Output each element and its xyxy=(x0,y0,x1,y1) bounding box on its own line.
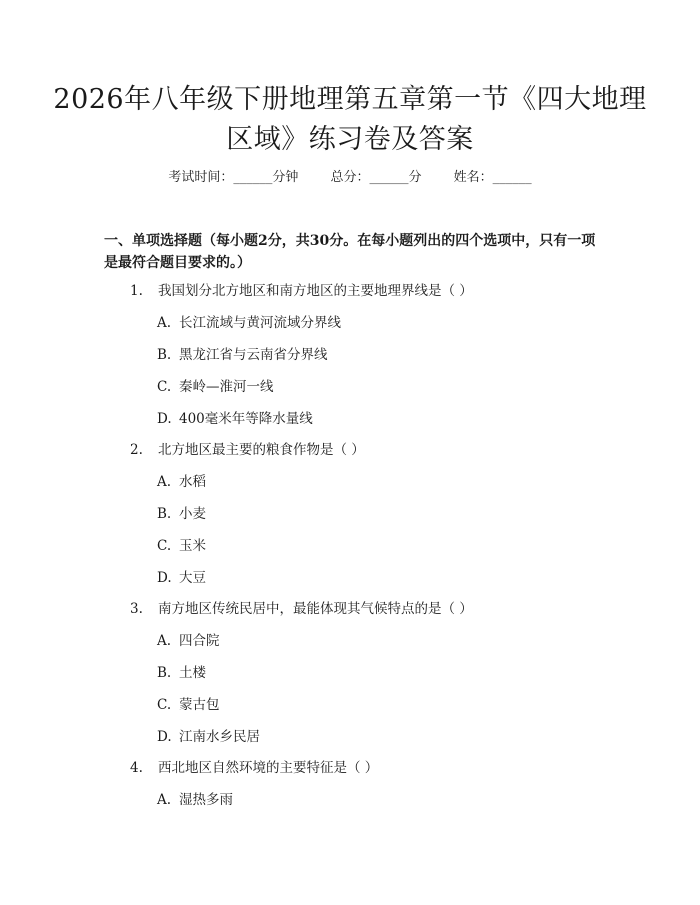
option-text: 小麦 xyxy=(179,506,206,522)
question-number: 3. xyxy=(130,601,143,617)
question-2 xyxy=(130,441,365,459)
option-letter: A. xyxy=(157,792,172,808)
section-header: 一、单项选择题（每小题2分，共30分。在每小题列出的四个选项中，只有一项是最符合题目要求的。） xyxy=(104,233,596,271)
option-2-b xyxy=(157,505,206,523)
option-3-b xyxy=(157,664,206,682)
option-text: 400毫米年等降水量线 xyxy=(179,411,313,427)
option-text: 长江流域与黄河流域分界线 xyxy=(179,315,341,331)
option-text: 水稻 xyxy=(179,474,206,490)
option-1-b xyxy=(157,346,328,364)
option-1-a xyxy=(157,314,341,332)
option-1-c xyxy=(157,378,274,396)
option-2-c xyxy=(157,537,206,555)
option-text: 江南水乡民居 xyxy=(179,729,260,745)
option-3-c xyxy=(157,696,220,714)
option-letter: B. xyxy=(157,506,172,522)
question-4 xyxy=(130,759,378,777)
option-letter: C. xyxy=(157,379,172,395)
option-letter: C. xyxy=(157,697,172,713)
option-letter: C. xyxy=(157,538,172,554)
option-text: 秦岭—淮河一线 xyxy=(179,379,274,395)
option-2-a xyxy=(157,473,206,491)
question-number: 1. xyxy=(130,283,143,299)
option-text: 湿热多雨 xyxy=(179,792,233,808)
option-letter: D. xyxy=(157,570,172,586)
question-text: 我国划分北方地区和南方地区的主要地理界线是（ ） xyxy=(158,283,473,299)
option-letter: A. xyxy=(157,315,172,331)
option-1-d xyxy=(157,410,313,428)
question-1 xyxy=(130,282,473,300)
option-text: 大豆 xyxy=(179,570,206,586)
total-score-field: 总分：______分 xyxy=(330,170,422,185)
exam-time-field: 考试时间：______分钟 xyxy=(168,170,299,185)
option-3-a xyxy=(157,632,220,650)
option-text: 土楼 xyxy=(179,665,206,681)
option-text: 蒙古包 xyxy=(179,697,220,713)
option-letter: A. xyxy=(157,633,172,649)
page-title: 2026年八年级下册地理第五章第一节《四大地理区域》练习卷及答案 xyxy=(53,84,647,155)
option-4-a xyxy=(157,791,233,809)
question-text: 北方地区最主要的粮食作物是（ ） xyxy=(158,442,365,458)
option-letter: A. xyxy=(157,474,172,490)
option-letter: B. xyxy=(157,665,172,681)
question-text: 南方地区传统民居中，最能体现其气候特点的是（ ） xyxy=(158,601,473,617)
question-number: 4. xyxy=(130,760,143,776)
question-text: 西北地区自然环境的主要特征是（ ） xyxy=(158,760,379,776)
option-2-d xyxy=(157,569,206,587)
option-text: 黑龙江省与云南省分界线 xyxy=(179,347,328,363)
option-text: 四合院 xyxy=(179,633,220,649)
student-name-field: 姓名：______ xyxy=(453,170,532,185)
option-letter: B. xyxy=(157,347,172,363)
option-letter: D. xyxy=(157,729,172,745)
option-3-d xyxy=(157,728,260,746)
question-number: 2. xyxy=(130,442,143,458)
question-3 xyxy=(130,600,473,618)
exam-info xyxy=(0,169,700,187)
option-letter: D. xyxy=(157,411,172,427)
option-text: 玉米 xyxy=(179,538,206,554)
